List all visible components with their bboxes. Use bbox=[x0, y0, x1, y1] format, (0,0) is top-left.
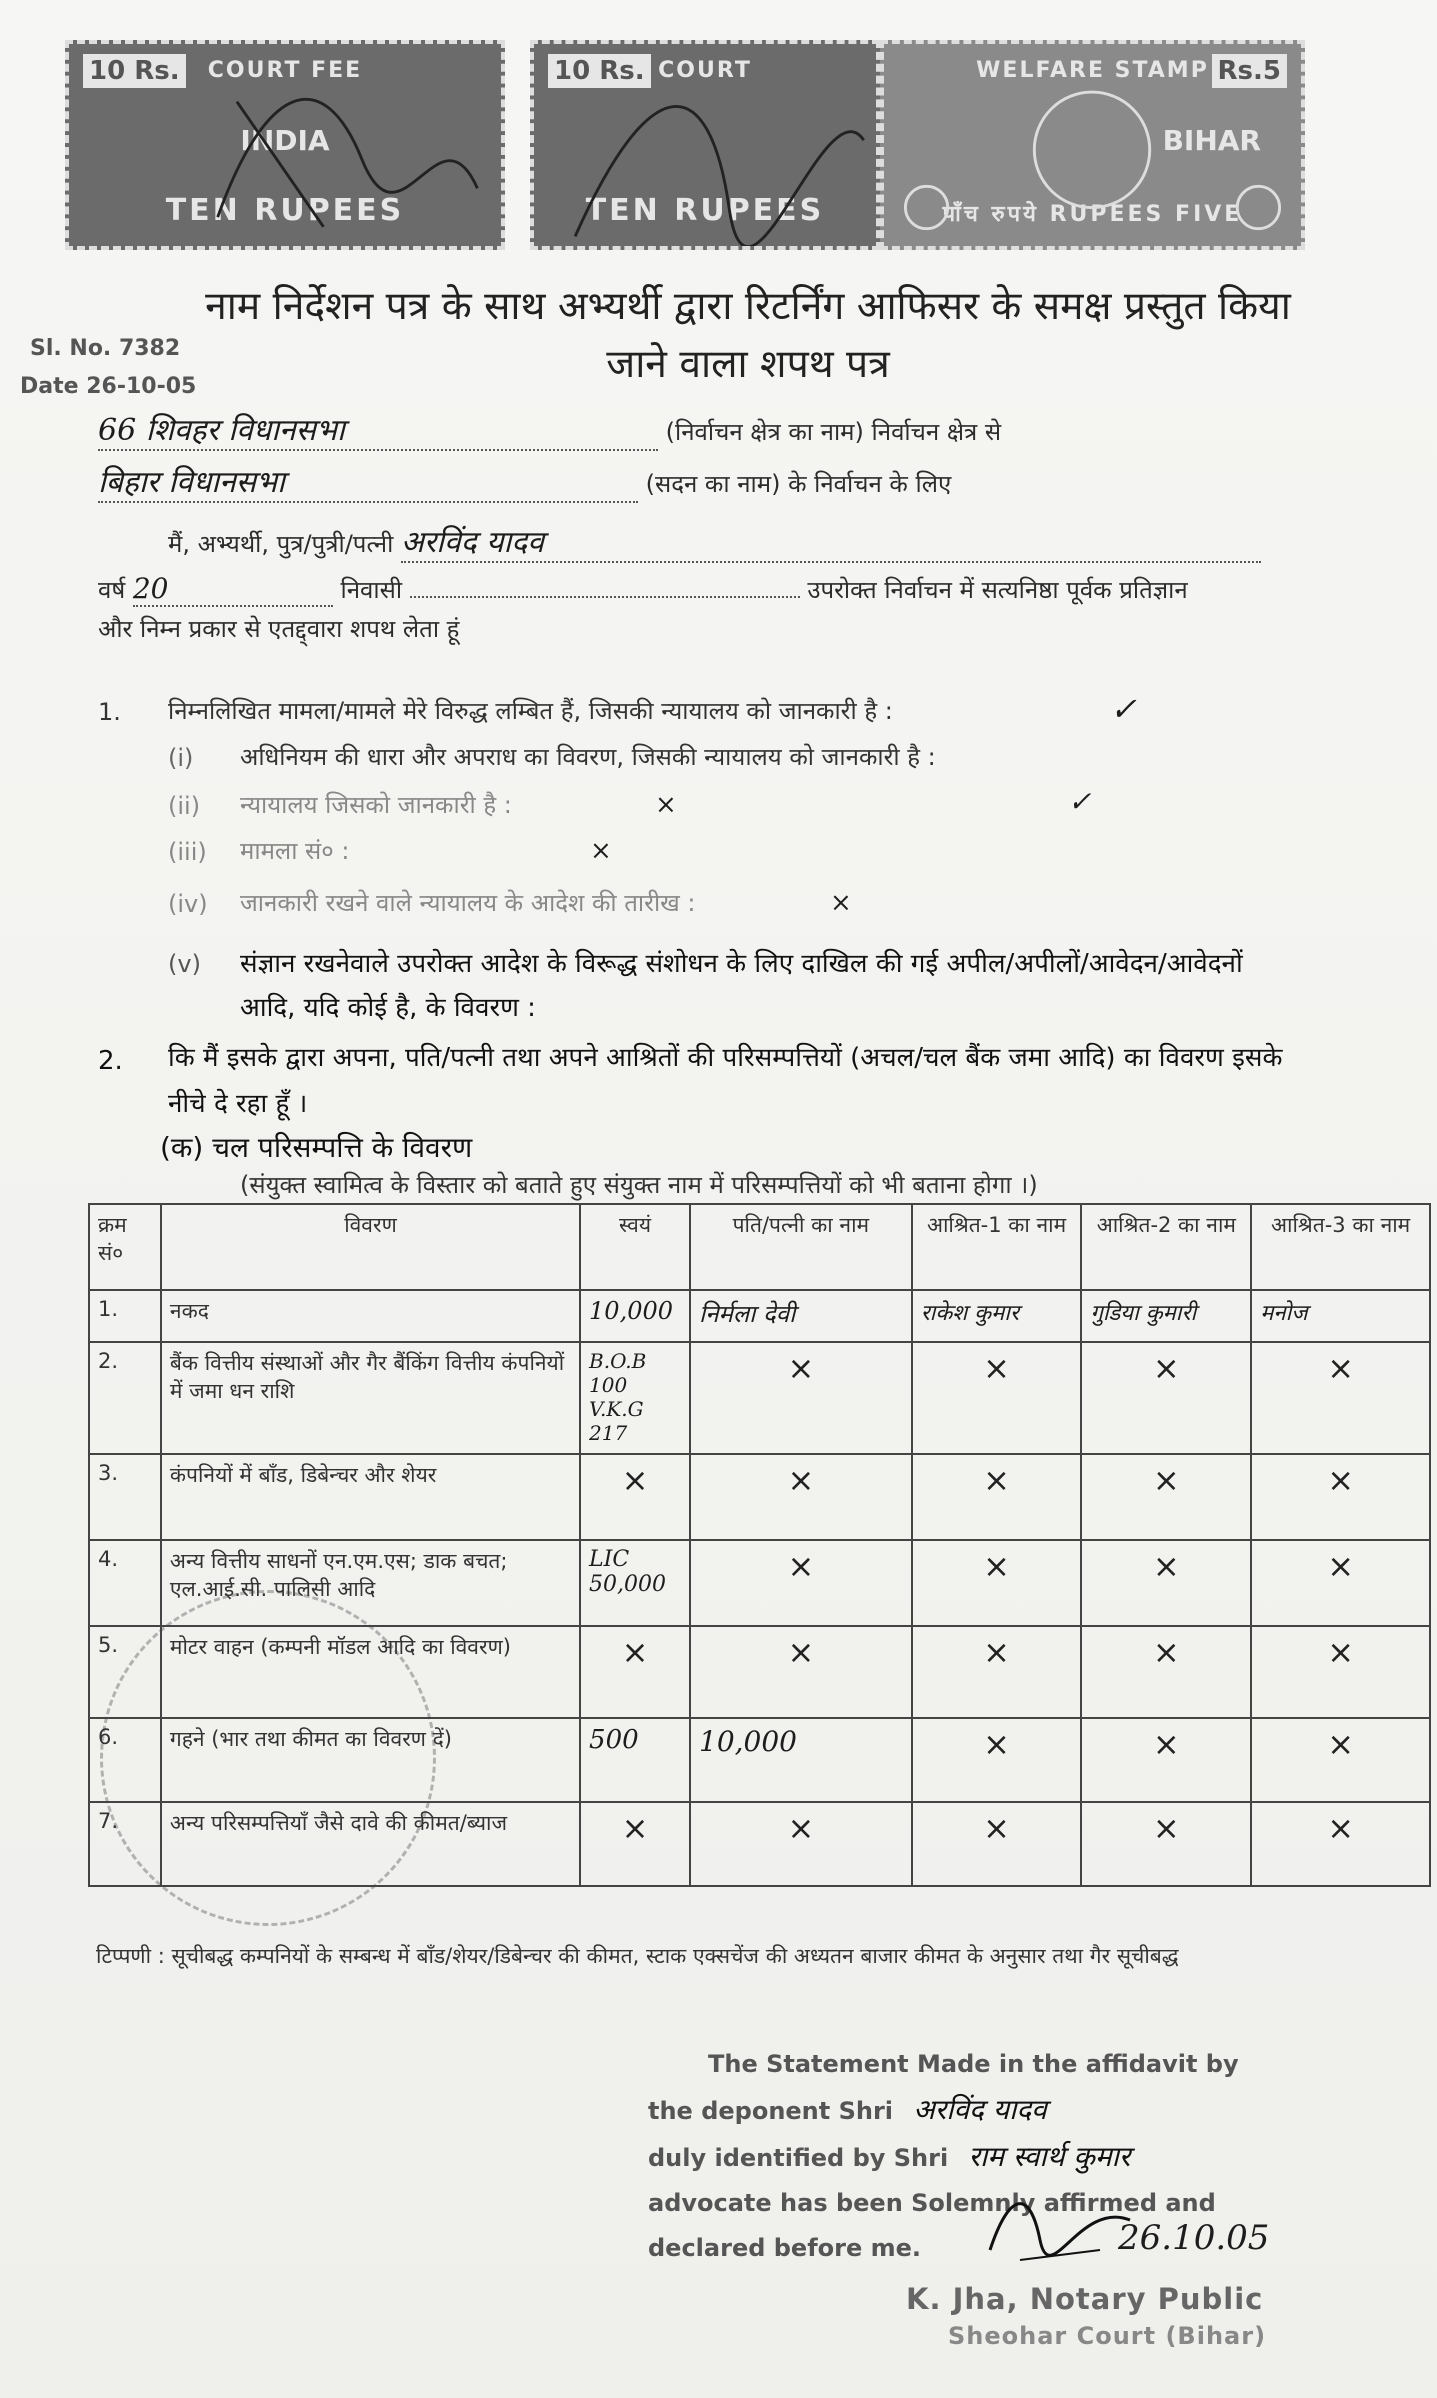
row-dependent-1: × bbox=[912, 1342, 1082, 1454]
col-header-dependent-2: आश्रित-2 का नाम bbox=[1081, 1204, 1251, 1290]
table-row bbox=[89, 1802, 1430, 1886]
row-desc: बैंक वित्तीय संस्थाओं और गैर बैंकिंग वित्तीय कंपनियों में जमा धन राशि bbox=[161, 1342, 580, 1454]
row-dependent-2: × bbox=[1081, 1454, 1251, 1540]
row-desc: मोटर वाहन (कम्पनी मॉडल आदि का विवरण) bbox=[161, 1626, 580, 1718]
stamp-value: 10 Rs. bbox=[83, 54, 186, 88]
tick-mark: ✓ bbox=[1068, 785, 1092, 818]
row-desc: अन्य वित्तीय साधनों एन.एम.एस; डाक बचत; एल.आई.सी. पालिसी आदि bbox=[161, 1540, 580, 1626]
row-spouse: निर्मला देवी bbox=[690, 1290, 912, 1342]
stamp-mid: INDIA bbox=[240, 124, 330, 157]
signature-scribble bbox=[534, 44, 876, 246]
row-self: 500 bbox=[580, 1718, 690, 1802]
candidate-prefix: मैं, अभ्यर्थी, पुत्र/पुत्री/पत्नी bbox=[168, 530, 394, 558]
age-value: 20 bbox=[133, 572, 333, 607]
section1-item-4-text: जानकारी रखने वाले न्यायालय के आदेश की तारीख : bbox=[240, 889, 696, 917]
candidate-value: अरविंद यादव bbox=[401, 520, 1261, 563]
court-fee-stamp-2 bbox=[530, 40, 880, 250]
notary-court: Sheohar Court (Bihar) bbox=[948, 2322, 1267, 2350]
row-desc: नकद bbox=[161, 1290, 580, 1342]
notary-line-4: advocate has been Solemnly affirmed and bbox=[648, 2189, 1216, 2217]
table-row bbox=[89, 1626, 1430, 1718]
deponent-name: अरविंद यादव bbox=[913, 2093, 1047, 2126]
row-desc: अन्य परिसम्पत्तियाँ जैसे दावे की कीमत/ब्याज bbox=[161, 1802, 580, 1886]
col-header-serial: क्रम सं० bbox=[89, 1204, 161, 1290]
stamp-bottom: पाँच रुपये RUPEES FIVE bbox=[942, 202, 1243, 227]
row-dependent-2: गुडिया कुमारी bbox=[1081, 1290, 1251, 1342]
table-row bbox=[89, 1540, 1430, 1626]
table-row bbox=[89, 1342, 1430, 1454]
section2-text: कि मैं इसके द्वारा अपना, पति/पत्नी तथा अपने आश्रितों की परिसम्पत्तियों (अचल/चल बैंक जमा आदि) का विवरण इसके bbox=[168, 1043, 1283, 1073]
row-spouse: × bbox=[690, 1454, 912, 1540]
section1-item-2-text: न्यायालय जिसको जानकारी है : bbox=[240, 791, 512, 819]
house-line bbox=[98, 460, 951, 503]
notary-signature bbox=[980, 2180, 1140, 2270]
section2-note: (संयुक्त स्वामित्व के विस्तार को बताते हुए संयुक्त नाम में परिसम्पत्तियों को भी बताना होगा ।) bbox=[240, 1171, 1038, 1199]
oath-text: उपरोक्त निर्वाचन में सत्यनिष्ठा पूर्वक प्रतिज्ञान bbox=[807, 576, 1188, 604]
row-spouse: 10,000 bbox=[690, 1718, 912, 1802]
row-dependent-2: × bbox=[1081, 1540, 1251, 1626]
court-fee-stamp-1 bbox=[65, 40, 505, 250]
section1-item-5-text: संज्ञान रखनेवाले उपरोक्त आदेश के विरूद्ध संशोधन के लिए दाखिल की गई अपील/अपीलों/आवेदन/आवेदनों bbox=[240, 949, 1243, 979]
tick-mark: ✓ bbox=[1110, 690, 1137, 728]
footnote: टिप्पणी : सूचीबद्ध कम्पनियों के सम्बन्ध में बाँड/शेयर/डिबेन्चर की कीमत, स्टाक एक्सचेंज की अध्यतन बाजार कीमत के अनुसार तथा गैर सूचीबद्ध bbox=[96, 1944, 1179, 1968]
row-dependent-1: × bbox=[912, 1802, 1082, 1886]
row-self: B.O.B 100 V.K.G 217 bbox=[580, 1342, 690, 1454]
row-num: 3. bbox=[89, 1454, 161, 1540]
table-header-row bbox=[89, 1204, 1430, 1290]
row-num: 7. bbox=[89, 1802, 161, 1886]
movable-assets-table bbox=[88, 1203, 1431, 1887]
row-num: 4. bbox=[89, 1540, 161, 1626]
col-header-description: विवरण bbox=[161, 1204, 580, 1290]
constituency-label: (निर्वाचन क्षेत्र का नाम) निर्वाचन क्षेत्र से bbox=[665, 418, 1002, 446]
stamp-top: COURT bbox=[658, 58, 752, 83]
age-label: वर्ष bbox=[98, 576, 126, 604]
section1-item-3-text: मामला सं० : bbox=[240, 837, 350, 865]
notary-line-3-text: duly identified by Shri bbox=[648, 2144, 949, 2172]
row-num: 2. bbox=[89, 1342, 161, 1454]
table-row bbox=[89, 1718, 1430, 1802]
title-line-2: जाने वाला शपथ पत्र bbox=[606, 342, 890, 387]
notary-line-1: The Statement Made in the affidavit by bbox=[708, 2050, 1239, 2078]
notary-line-2 bbox=[648, 2087, 1239, 2134]
stamp-top: COURT FEE bbox=[207, 58, 363, 83]
cross-mark: × bbox=[655, 790, 677, 820]
row-self: × bbox=[580, 1454, 690, 1540]
section1-number: 1. bbox=[98, 698, 121, 726]
row-dependent-1: × bbox=[912, 1626, 1082, 1718]
age-line bbox=[98, 572, 1188, 607]
stamp-value: 10 Rs. bbox=[548, 54, 651, 88]
row-dependent-2: × bbox=[1081, 1626, 1251, 1718]
notary-line-2-text: the deponent Shri bbox=[648, 2097, 894, 2125]
stamp-bottom: TEN RUPEES bbox=[165, 193, 405, 228]
document-title bbox=[118, 278, 1378, 394]
section1-text: निम्नलिखित मामला/मामले मेरे विरुद्ध लम्बित हैं, जिसकी न्यायालय को जानकारी है : bbox=[168, 697, 893, 725]
col-header-spouse: पति/पत्नी का नाम bbox=[690, 1204, 912, 1290]
constituency-value: 66 शिवहर विधानसभा bbox=[98, 408, 658, 451]
welfare-stamp bbox=[880, 40, 1305, 250]
row-dependent-2: × bbox=[1081, 1802, 1251, 1886]
row-dependent-2: × bbox=[1081, 1342, 1251, 1454]
table-row bbox=[89, 1290, 1430, 1342]
row-num: 5. bbox=[89, 1626, 161, 1718]
cross-mark: × bbox=[830, 888, 852, 918]
row-dependent-1: राकेश कुमार bbox=[912, 1290, 1082, 1342]
section1-item-4-num: (iv) bbox=[168, 890, 208, 918]
row-dependent-3: × bbox=[1251, 1718, 1430, 1802]
signature-date: 26.10.05 bbox=[1118, 2218, 1270, 2258]
oath-line-2 bbox=[98, 612, 459, 645]
candidate-line bbox=[168, 520, 1261, 563]
oath-text-2: और निम्न प्रकार से एतद्द्वारा शपथ लेता हूं bbox=[98, 615, 460, 643]
identifier-name: राम स्वार्थ कुमार bbox=[968, 2140, 1131, 2173]
row-dependent-3: मनोज bbox=[1251, 1290, 1430, 1342]
table-row bbox=[89, 1454, 1430, 1540]
stamp-value: Rs.5 bbox=[1212, 54, 1287, 88]
col-header-self: स्वयं bbox=[580, 1204, 690, 1290]
row-self: × bbox=[580, 1626, 690, 1718]
section2-number: 2. bbox=[98, 1046, 123, 1076]
section1-item-1-text: अधिनियम की धारा और अपराध का विवरण, जिसकी न्यायालय को जानकारी है : bbox=[240, 743, 936, 771]
emblem-icon bbox=[884, 44, 1301, 246]
serial-date: Date 26-10-05 bbox=[20, 374, 197, 399]
section1-item-5-num: (v) bbox=[168, 950, 201, 978]
row-dependent-1: × bbox=[912, 1454, 1082, 1540]
house-label: (सदन का नाम) के निर्वाचन के लिए bbox=[645, 470, 952, 498]
section1-item-3-num: (iii) bbox=[168, 838, 207, 866]
row-self: LIC 50,000 bbox=[580, 1540, 690, 1626]
row-dependent-3: × bbox=[1251, 1454, 1430, 1540]
signature-scribble bbox=[69, 44, 501, 246]
row-spouse: × bbox=[690, 1540, 912, 1626]
row-dependent-2: × bbox=[1081, 1718, 1251, 1802]
row-dependent-1: × bbox=[912, 1718, 1082, 1802]
stamp-mid: BIHAR bbox=[1162, 124, 1261, 157]
row-self: × bbox=[580, 1802, 690, 1886]
col-header-dependent-1: आश्रित-1 का नाम bbox=[912, 1204, 1082, 1290]
notary-line-3 bbox=[648, 2134, 1239, 2181]
section1-item-1-num: (i) bbox=[168, 744, 194, 772]
row-dependent-3: × bbox=[1251, 1626, 1430, 1718]
cross-mark: × bbox=[590, 836, 612, 866]
row-spouse: × bbox=[690, 1802, 912, 1886]
notary-name: K. Jha, Notary Public bbox=[906, 2282, 1264, 2316]
section2-subtitle: (क) चल परिसम्पत्ति के विवरण bbox=[160, 1131, 473, 1164]
stamp-bottom: TEN RUPEES bbox=[585, 193, 825, 228]
section1-item-5-text-2: आदि, यदि कोई है, के विवरण : bbox=[240, 993, 536, 1023]
constituency-line bbox=[98, 408, 1001, 451]
row-dependent-3: × bbox=[1251, 1342, 1430, 1454]
title-line-1: नाम निर्देशन पत्र के साथ अभ्यर्थी द्वारा रिटर्निंग आफिसर के समक्ष प्रस्तुत किया bbox=[205, 284, 1291, 329]
row-dependent-1: × bbox=[912, 1540, 1082, 1626]
row-num: 1. bbox=[89, 1290, 161, 1342]
resident-label: निवासी bbox=[340, 576, 403, 604]
row-num: 6. bbox=[89, 1718, 161, 1802]
notary-line-5: declared before me. bbox=[648, 2234, 922, 2262]
section1-item-2-num: (ii) bbox=[168, 792, 201, 820]
row-dependent-3: × bbox=[1251, 1540, 1430, 1626]
row-desc: कंपनियों में बाँड, डिबेन्चर और शेयर bbox=[161, 1454, 580, 1540]
row-self: 10,000 bbox=[580, 1290, 690, 1342]
row-spouse: × bbox=[690, 1626, 912, 1718]
row-dependent-3: × bbox=[1251, 1802, 1430, 1886]
serial-number: Sl. No. 7382 bbox=[30, 336, 181, 361]
house-value: बिहार विधानसभा bbox=[98, 460, 638, 503]
row-spouse: × bbox=[690, 1342, 912, 1454]
section2-text-2: नीचे दे रहा हूँ । bbox=[168, 1089, 308, 1119]
resident-value bbox=[410, 596, 800, 598]
col-header-dependent-3: आश्रित-3 का नाम bbox=[1251, 1204, 1430, 1290]
stamp-top: WELFARE STAMP bbox=[976, 58, 1209, 83]
row-desc: गहने (भार तथा कीमत का विवरण दें) bbox=[161, 1718, 580, 1802]
